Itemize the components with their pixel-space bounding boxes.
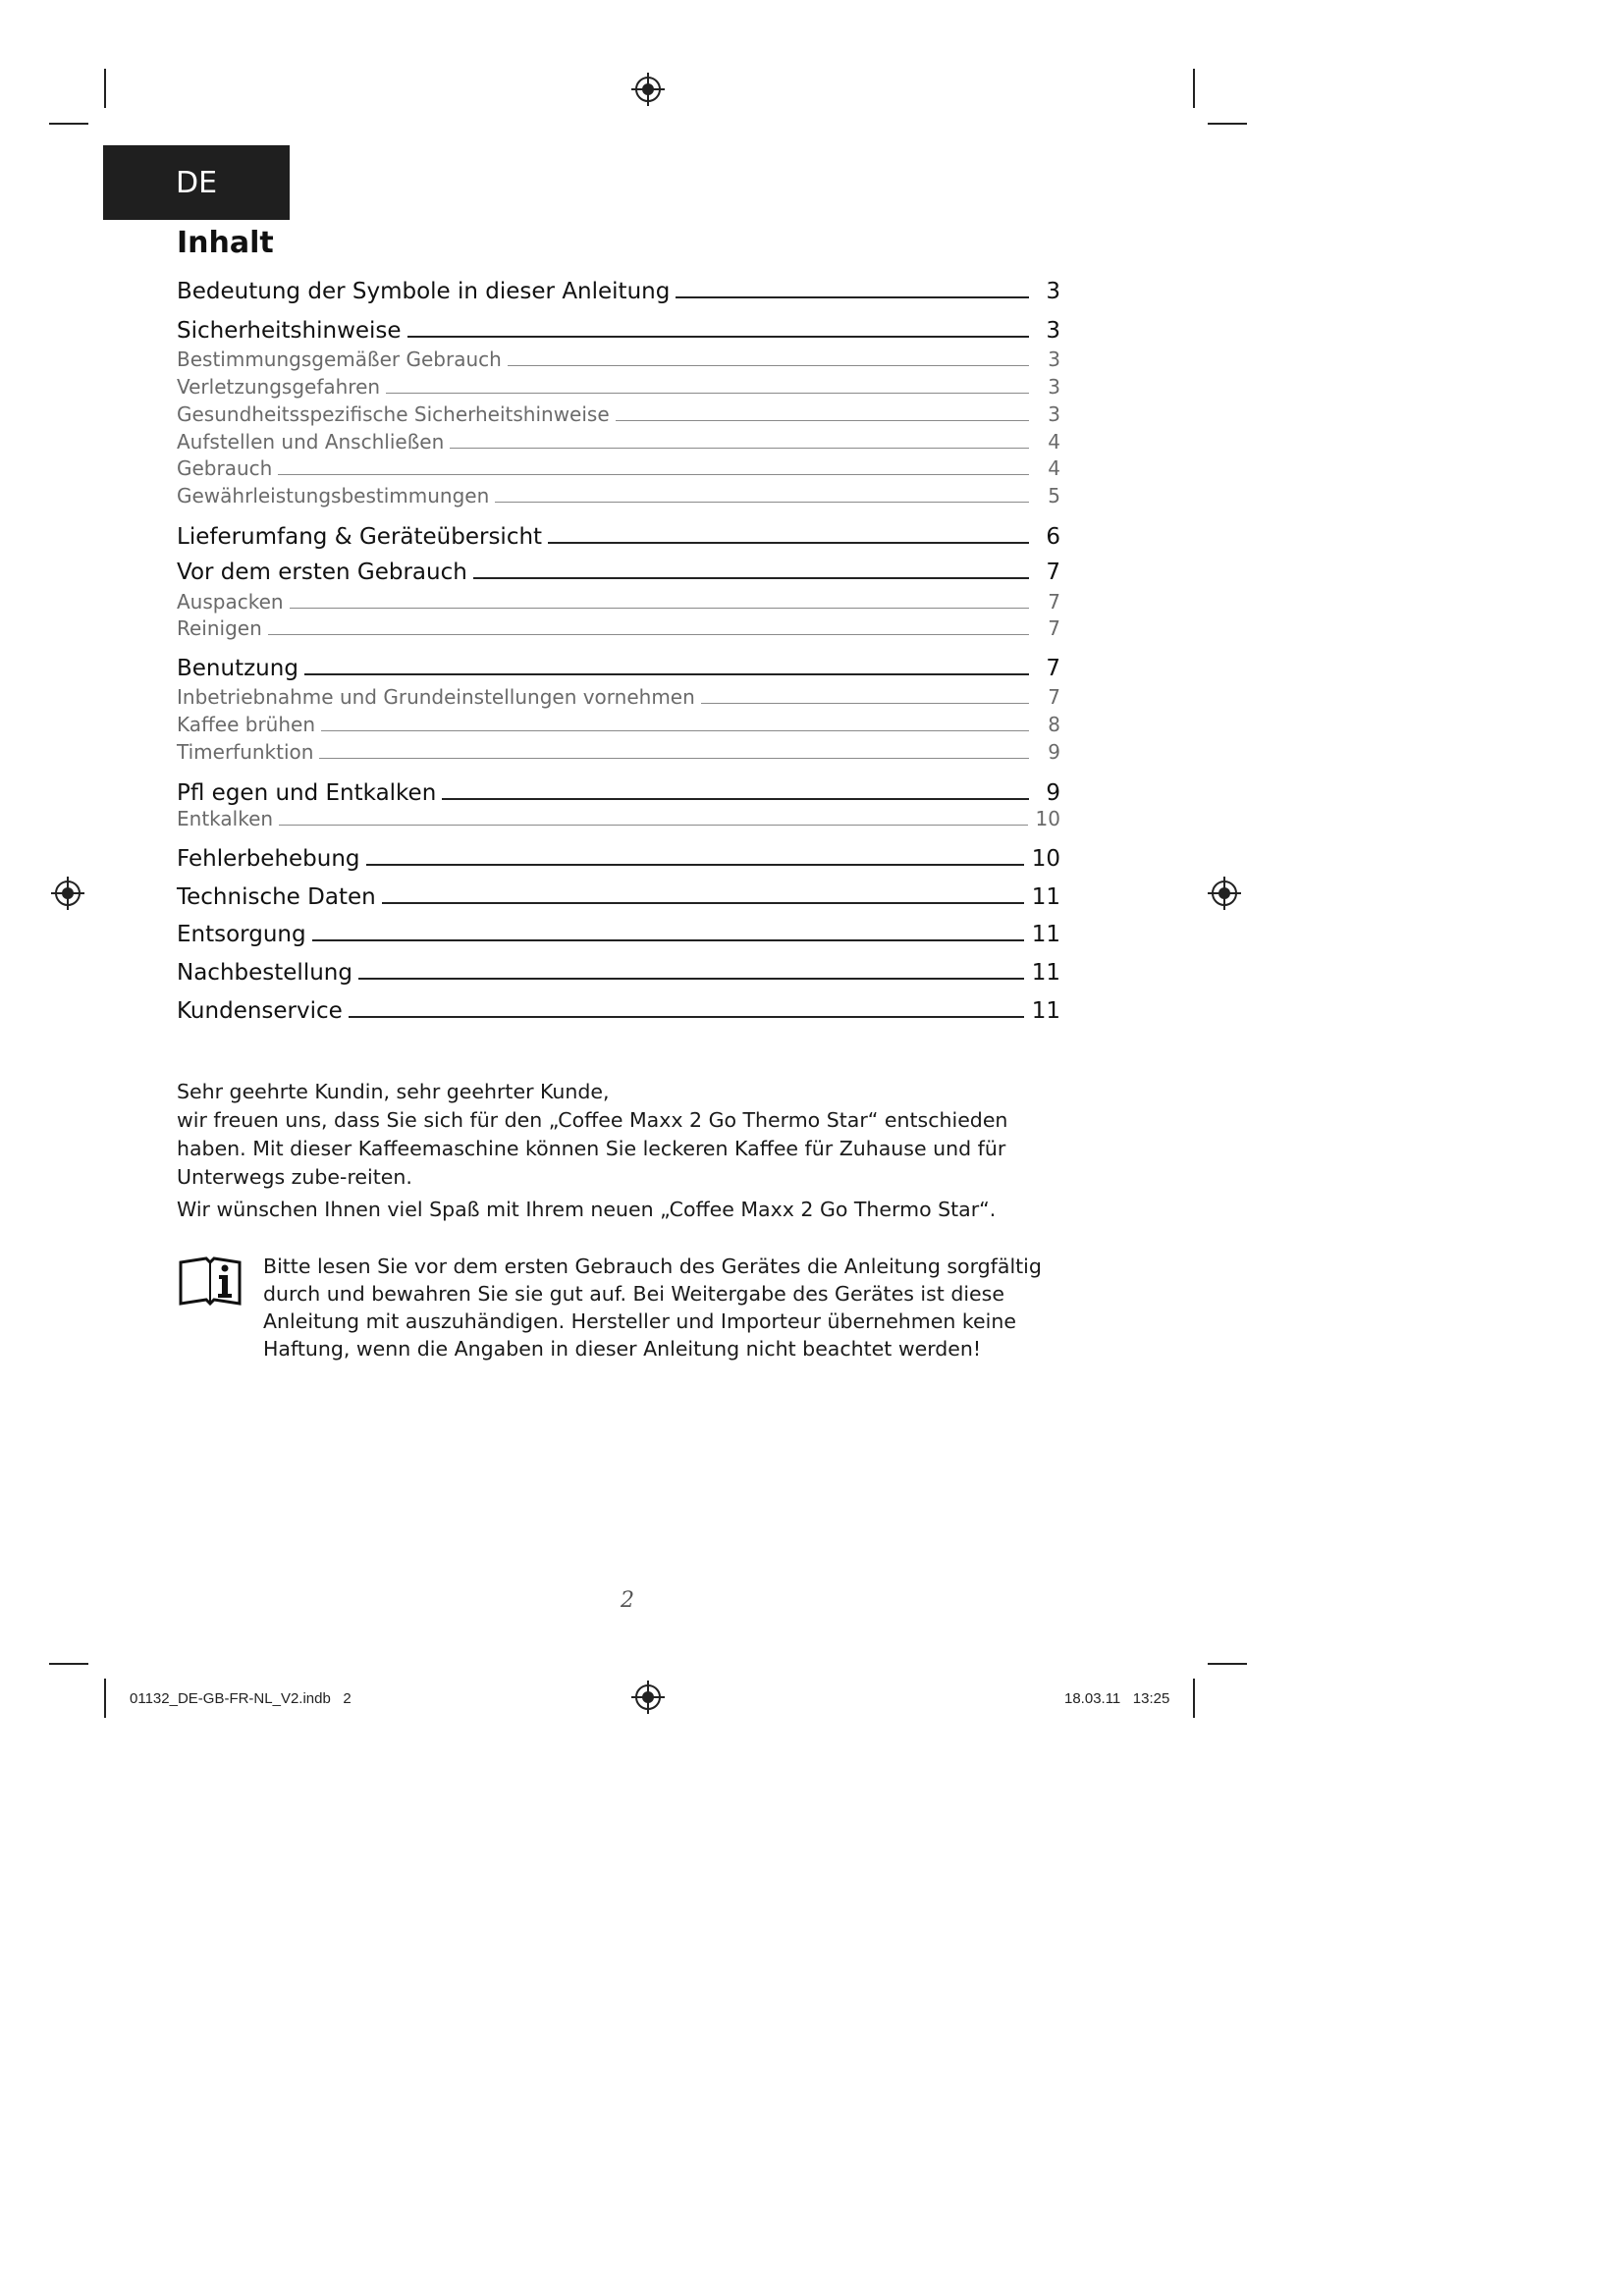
toc-leader-line (508, 365, 1029, 366)
toc-entry-label: Benutzung (177, 656, 298, 681)
toc-leader-line (358, 978, 1024, 980)
toc-entry-label: Inbetriebnahme und Grundeinstellungen vornehmen (177, 685, 695, 709)
crop-mark (49, 1663, 88, 1665)
toc-entry-page: 9 (1046, 780, 1060, 806)
toc-entry-page: 7 (1048, 616, 1060, 640)
toc-entry-label: Sicherheitshinweise (177, 318, 402, 344)
toc-entry-page: 7 (1046, 656, 1060, 681)
toc-entry-label: Lieferumfang & Geräteübersicht (177, 524, 543, 550)
toc-entry-page: 11 (1031, 960, 1060, 986)
toc-entry (177, 454, 1060, 480)
toc-entry-page: 3 (1046, 279, 1060, 304)
toc-entry-page: 8 (1048, 713, 1060, 736)
language-tab-label: DE (176, 165, 218, 200)
toc-entry-page: 4 (1048, 456, 1060, 480)
toc-entry-label: Gebrauch (177, 456, 273, 480)
registration-mark-icon (51, 877, 84, 910)
toc-entry-label: Auspacken (177, 590, 284, 614)
toc-leader-line (676, 296, 1029, 298)
slug-right: 18.03.11 13:25 (1064, 1690, 1170, 1707)
toc-entry-label: Pfl egen und Entkalken (177, 780, 437, 806)
toc-entry (177, 918, 1060, 947)
toc-entry (177, 373, 1060, 399)
toc-entry-page: 4 (1048, 430, 1060, 454)
toc-leader-line (366, 864, 1024, 866)
toc-leader-line (312, 939, 1024, 941)
toc-entry-page: 11 (1031, 922, 1060, 947)
crop-mark (104, 69, 106, 108)
welcome-letter (177, 1078, 1060, 1224)
toc-entry-page: 10 (1031, 846, 1060, 872)
toc-leader-line (382, 902, 1024, 904)
toc-entry (177, 652, 1060, 681)
toc-entry (177, 881, 1060, 910)
toc-entry-page: 11 (1031, 998, 1060, 1024)
toc-entry-label: Fehlerbehebung (177, 846, 360, 872)
crop-mark (1193, 1679, 1195, 1718)
crop-mark (1208, 123, 1247, 125)
toc-entry-label: Reinigen (177, 616, 262, 640)
toc-entry (177, 428, 1060, 454)
toc-entry (177, 776, 1060, 806)
toc-entry-label: Timerfunktion (177, 740, 314, 764)
toc-leader-line (495, 502, 1029, 503)
toc-entry (177, 520, 1060, 550)
toc-entry (177, 956, 1060, 986)
toc-entry (177, 588, 1060, 614)
toc-leader-line (616, 420, 1029, 421)
toc-leader-line (473, 577, 1029, 579)
info-book-icon (177, 1255, 244, 1309)
toc-entry-label: Gewährleistungsbestimmungen (177, 484, 490, 507)
crop-mark (1193, 69, 1195, 108)
toc-entry-label: Verletzungsgefahren (177, 375, 381, 399)
toc-entry (177, 738, 1060, 764)
toc-entry-page: 7 (1048, 685, 1060, 709)
letter-paragraph: wir freuen uns, dass Sie sich für den „Coffee Maxx 2 Go Thermo Star“ entschieden haben. Mit dieser Kaffeemaschine können Sie leckeren Kaffee für Zuhause und für Unterwegs zube-reiten. (177, 1108, 1008, 1189)
toc-entry-label: Kundenservice (177, 998, 343, 1024)
letter-greeting: Sehr geehrte Kundin, sehr geehrter Kunde, (177, 1080, 610, 1103)
toc-entry (177, 482, 1060, 507)
toc-leader-line (442, 798, 1029, 800)
toc-entry-label: Technische Daten (177, 884, 376, 910)
toc-entry-page: 7 (1046, 560, 1060, 585)
registration-mark-icon (631, 73, 665, 106)
toc-entry (177, 314, 1060, 344)
toc-entry-page: 10 (1035, 807, 1060, 830)
toc-entry-label: Vor dem ersten Gebrauch (177, 560, 467, 585)
toc-entry-label: Bedeutung der Symbole in dieser Anleitung (177, 279, 671, 304)
registration-mark-icon (1208, 877, 1241, 910)
toc-entry-label: Bestimmungsgemäßer Gebrauch (177, 347, 502, 371)
toc-entry (177, 400, 1060, 426)
crop-mark (104, 1679, 106, 1718)
toc-title: Inhalt (177, 226, 274, 260)
toc-leader-line (321, 730, 1029, 731)
toc-entry (177, 614, 1060, 640)
toc-entry-label: Aufstellen und Anschließen (177, 430, 445, 454)
toc-entry (177, 683, 1060, 709)
crop-mark (1208, 1663, 1247, 1665)
toc-entry-label: Kaffee brühen (177, 713, 316, 736)
registration-mark-icon (631, 1681, 665, 1714)
toc-entry (177, 711, 1060, 736)
toc-leader-line (450, 448, 1029, 449)
toc-entry (177, 556, 1060, 585)
toc-leader-line (319, 758, 1029, 759)
toc-entry-page: 7 (1048, 590, 1060, 614)
toc-leader-line (290, 608, 1029, 609)
toc-entry-page: 3 (1048, 375, 1060, 399)
page-number: 2 (621, 1588, 634, 1613)
slug-left: 01132_DE-GB-FR-NL_V2.indb 2 (130, 1690, 352, 1707)
toc-leader-line (701, 703, 1029, 704)
toc-leader-line (407, 336, 1029, 338)
toc-entry (177, 842, 1060, 872)
language-tab (103, 145, 290, 220)
toc-entry (177, 994, 1060, 1024)
toc-entry-page: 9 (1048, 740, 1060, 764)
toc-leader-line (386, 393, 1029, 394)
toc-leader-line (548, 542, 1029, 544)
toc-entry-page: 3 (1048, 347, 1060, 371)
toc-leader-line (279, 825, 1028, 826)
toc-entry-label: Entkalken (177, 807, 274, 830)
toc-entry (177, 275, 1060, 304)
toc-entry (177, 346, 1060, 371)
toc-entry-page: 3 (1046, 318, 1060, 344)
toc-leader-line (349, 1016, 1024, 1018)
toc-entry (177, 805, 1060, 830)
toc-entry-label: Gesundheitsspezifische Sicherheitshinweise (177, 402, 610, 426)
toc-leader-line (304, 673, 1029, 675)
toc-entry-page: 5 (1048, 484, 1060, 507)
crop-mark (49, 123, 88, 125)
toc-entry-label: Entsorgung (177, 922, 306, 947)
toc-leader-line (278, 474, 1029, 475)
toc-entry-page: 11 (1031, 884, 1060, 910)
toc-entry-page: 3 (1048, 402, 1060, 426)
toc-entry-label: Nachbestellung (177, 960, 352, 986)
toc-leader-line (268, 634, 1029, 635)
letter-paragraph: Wir wünschen Ihnen viel Spaß mit Ihrem neuen „Coffee Maxx 2 Go Thermo Star“. (177, 1198, 997, 1221)
info-note-text: Bitte lesen Sie vor dem ersten Gebrauch des Gerätes die Anleitung sorgfältig durch und bewahren Sie sie gut auf. Bei Weitergabe des Gerätes ist diese Anleitung mit auszuhändigen. Hersteller und Importeur übernehmen keine Haftung, wenn die Angaben in dieser Anleitung nicht beachtet werden! (263, 1255, 1042, 1361)
toc-entry-page: 6 (1046, 524, 1060, 550)
